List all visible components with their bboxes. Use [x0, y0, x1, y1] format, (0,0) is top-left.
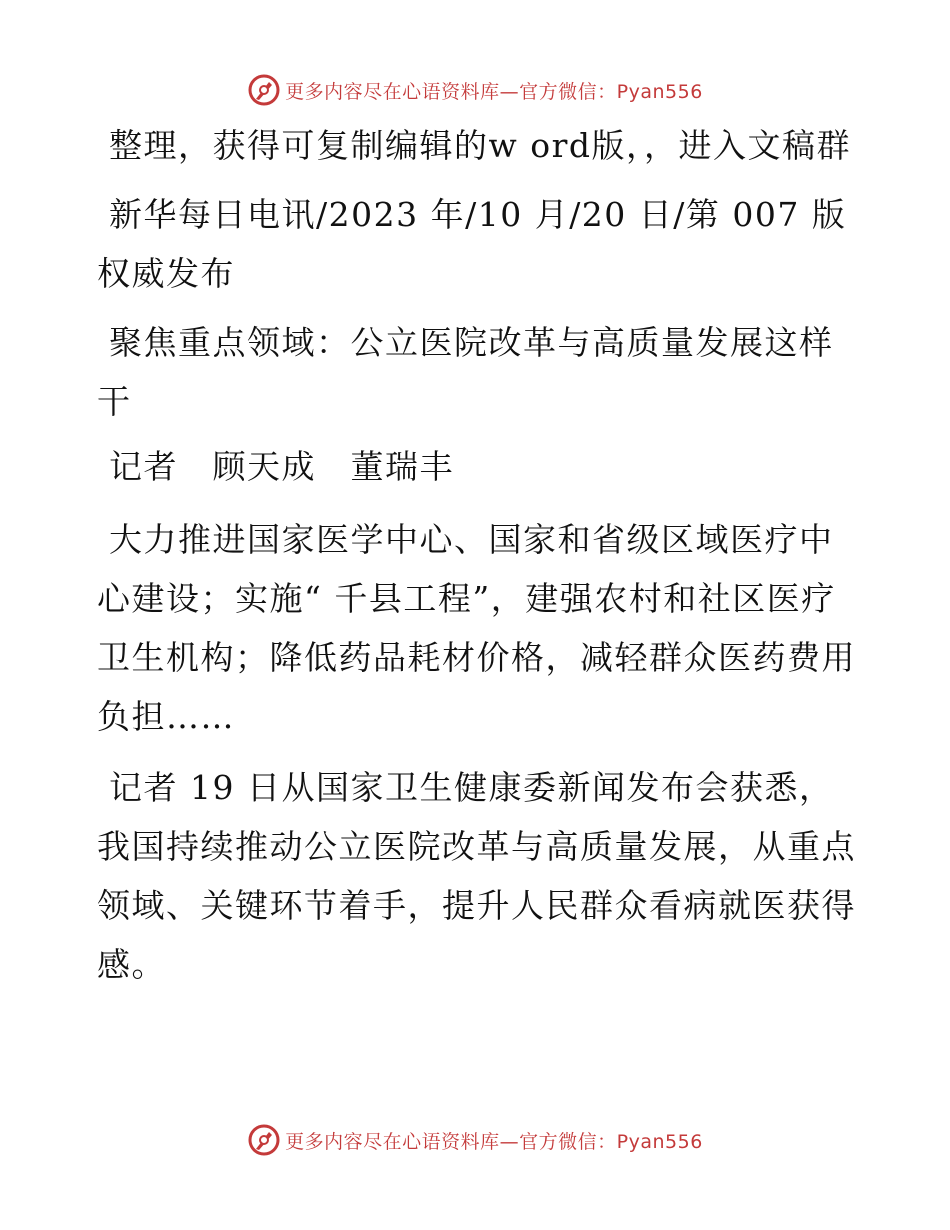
paragraph-source-line: 新华每日电讯/2023 年/10 月/20 日/第 007 版权威发布	[97, 195, 847, 293]
footer-watermark	[0, 1120, 950, 1160]
document-body	[97, 116, 857, 1006]
paragraph-summary: 大力推进国家医学中心、国家和省级区域医疗中心建设；实施“ 千县工程”，建强农村和社区医疗卫生机构；降低药品耗材价格，减轻群众医药费用负担……	[97, 520, 856, 736]
paragraph-article-title: 聚焦重点领域：公立医院改革与高质量发展这样干	[97, 323, 834, 421]
paragraph-reporters: 记者 顾天成 董瑞丰	[109, 447, 454, 486]
paragraph-lead: 记者 19 日从国家卫生健康委新闻发布会获悉，我国持续推动公立医院改革与高质量发展，从重点领域、关键环节着手，提升人民群众看病就医获得感。	[97, 768, 856, 984]
feather-circle-logo-icon	[247, 1123, 281, 1157]
header-watermark-group	[247, 73, 703, 107]
header-watermark-text: 更多内容尽在心语资料库—官方微信：Pyan556	[285, 80, 703, 103]
header-watermark	[0, 70, 950, 110]
paragraph-intro-note: 整理，获得可复制编辑的w ord版，，进入文稿群	[109, 126, 852, 165]
footer-watermark-group	[247, 1123, 703, 1157]
feather-circle-logo-icon	[247, 73, 281, 107]
footer-watermark-text: 更多内容尽在心语资料库—官方微信：Pyan556	[285, 1130, 703, 1153]
